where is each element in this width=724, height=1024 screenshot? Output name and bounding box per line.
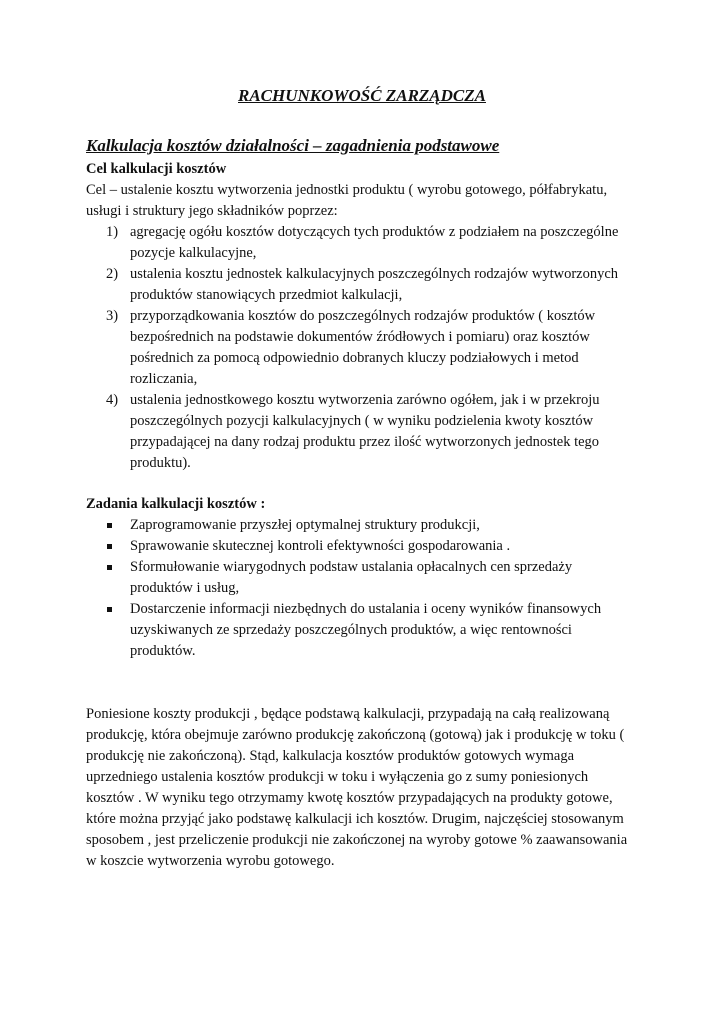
list-item — [86, 515, 646, 536]
text-line: kosztów . W wyniku tego otrzymamy kwotę kosztów przypadających na produkty gotowe, — [86, 790, 613, 806]
bullet-icon — [107, 544, 112, 549]
text-line: produktów stanowiących przedmiot kalkulacji, — [130, 287, 403, 303]
text-line: agregację ogółu kosztów dotyczących tych produktów z podziałem na poszczególne — [130, 224, 619, 240]
text-line: bezpośrednich na podstawie dokumentów źródłowych i pomiaru) oraz kosztów — [130, 329, 590, 345]
text-line: Sprawowanie skutecznej kontroli efektywności gospodarowania . — [130, 538, 511, 554]
page-title: RACHUNKOWOŚĆ ZARZĄDCZA — [238, 86, 486, 105]
list-item — [86, 306, 646, 390]
text-line: przypadającej na dany rodzaj produktu przez ilość wytworzonych jednostek tego — [130, 434, 600, 450]
list-number: 4) — [106, 392, 119, 408]
text-line: usługi i struktury jego składników poprzez: — [86, 203, 338, 219]
text-line: Cel – ustalenie kosztu wytworzenia jednostki produktu ( wyrobu gotowego, półfabrykatu, — [86, 182, 608, 198]
bullet-icon — [107, 565, 112, 570]
text-line: pozycje kalkulacyjne, — [130, 245, 257, 261]
tasks-heading: Zadania kalkulacji kosztów : — [86, 496, 266, 512]
list-item — [86, 222, 646, 264]
text-line: produkcję, która obejmuje zarówno produkcję zakończoną (gotową) jak i produkcję w toku ( — [86, 727, 625, 743]
list-item — [86, 536, 646, 557]
text-line: produktów. — [130, 643, 196, 659]
text-line: uzyskiwanych ze sprzedaży poszczególnych produktów, a więc rentowności — [130, 622, 572, 638]
list-item — [86, 264, 646, 306]
text-line: pośrednich za pomocą odpowiednio dobranych kluczy podziałowych i metod — [130, 350, 579, 366]
text-line: sposobem , jest przeliczenie produkcji nie zakończonej na wyroby gotowe % zaawansowania — [86, 832, 628, 848]
goal-intro — [86, 180, 636, 222]
body-paragraph — [86, 704, 636, 872]
list-item — [86, 557, 646, 599]
text-line: poszczególnych pozycji kalkulacyjnych ( w wyniku podzielenia kwoty kosztów — [130, 413, 594, 429]
text-line: Zaprogramowanie przyszłej optymalnej struktury produkcji, — [130, 517, 480, 533]
list-number: 2) — [106, 266, 119, 282]
list-number: 3) — [106, 308, 119, 324]
list-item — [86, 599, 646, 662]
text-line: Sformułowanie wiarygodnych podstaw ustalania opłacalnych cen sprzedaży — [130, 559, 573, 575]
text-line: w koszcie wytworzenia wyrobu gotowego. — [86, 853, 335, 869]
bullet-icon — [107, 523, 112, 528]
text-line: przyporządkowania kosztów do poszczególnych rodzajów produktów ( kosztów — [130, 308, 596, 324]
text-line: produktu). — [130, 455, 191, 471]
text-line: ustalenia kosztu jednostek kalkulacyjnych poszczególnych rodzajów wytworzonych — [130, 266, 619, 282]
text-line: Dostarczenie informacji niezbędnych do ustalania i oceny wyników finansowych — [130, 601, 602, 617]
goal-numbered-list — [86, 222, 646, 474]
list-number: 1) — [106, 224, 119, 240]
text-line: rozliczania, — [130, 371, 198, 387]
text-line: produkcję nie zakończoną). Stąd, kalkulacja kosztów produktów gotowych wymaga — [86, 748, 575, 764]
goal-heading: Cel kalkulacji kosztów — [86, 161, 227, 177]
text-line: ustalenia jednostkowego kosztu wytworzenia zarówno ogółem, jak i w przekroju — [130, 392, 600, 408]
section-title: Kalkulacja kosztów działalności – zagadnienia podstawowe — [86, 136, 500, 155]
text-line: uprzedniego ustalenia kosztów produkcji w toku i wyłączenia go z sumy poniesionych — [86, 769, 589, 785]
list-item — [86, 390, 646, 474]
text-line: które można przyjąć jako podstawę kalkulacji ich kosztów. Drugim, najczęściej stosowanym — [86, 811, 624, 827]
text-line: produktów i usług, — [130, 580, 240, 596]
tasks-bullet-list — [86, 515, 646, 662]
text-line: Poniesione koszty produkcji , będące podstawą kalkulacji, przypadają na całą realizowaną — [86, 706, 610, 722]
bullet-icon — [107, 607, 112, 612]
